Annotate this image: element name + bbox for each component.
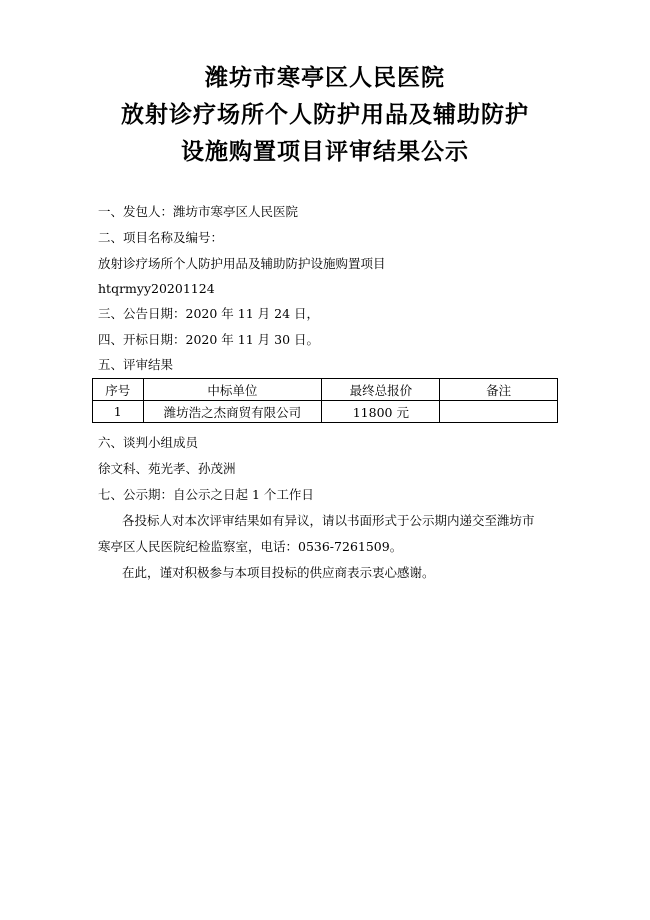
panel-members: 徐文科、苑光孝、孙茂洲 (98, 461, 236, 476)
header-price: 最终总报价 (322, 379, 440, 401)
title-line-1: 潍坊市寒亭区人民医院 (205, 65, 445, 91)
cell-winner: 潍坊浩之杰商贸有限公司 (143, 401, 322, 423)
table-header-row (93, 379, 558, 401)
results-table (92, 378, 558, 423)
notice-period: 七、公示期：自公示之日起 1 个工作日 (98, 487, 314, 502)
panel-heading: 六、谈判小组成员 (98, 435, 199, 450)
review-heading: 五、评审结果 (98, 357, 174, 372)
cell-index: 1 (93, 401, 144, 423)
issuer-line: 一、发包人：潍坊市寒亭区人民医院 (98, 204, 299, 219)
bid-open-date: 四、开标日期：2020 年 11 月 30 日。 (98, 332, 319, 347)
header-winner: 中标单位 (143, 379, 322, 401)
header-index: 序号 (93, 379, 144, 401)
project-name: 放射诊疗场所个人防护用品及辅助防护设施购置项目 (98, 256, 386, 271)
project-code: htqrmyy20201124 (98, 281, 215, 296)
cell-remark (440, 401, 558, 423)
announce-date: 三、公告日期：2020 年 11 月 24 日， (98, 306, 319, 321)
objection-line-1: 各投标人对本次评审结果如有异议，请以书面形式于公示期内递交至潍坊市 (122, 513, 535, 528)
title-line-3: 设施购置项目评审结果公示 (181, 139, 469, 165)
cell-price: 11800 元 (322, 401, 440, 423)
project-heading: 二、项目名称及编号： (98, 230, 224, 245)
title-line-2: 放射诊疗场所个人防护用品及辅助防护 (121, 102, 529, 128)
thanks-line: 在此，谨对积极参与本项目投标的供应商表示衷心感谢。 (122, 565, 435, 580)
objection-line-2: 寒亭区人民医院纪检监察室，电话：0536-7261509。 (98, 539, 403, 554)
header-remark: 备注 (440, 379, 558, 401)
table-row (93, 401, 558, 423)
